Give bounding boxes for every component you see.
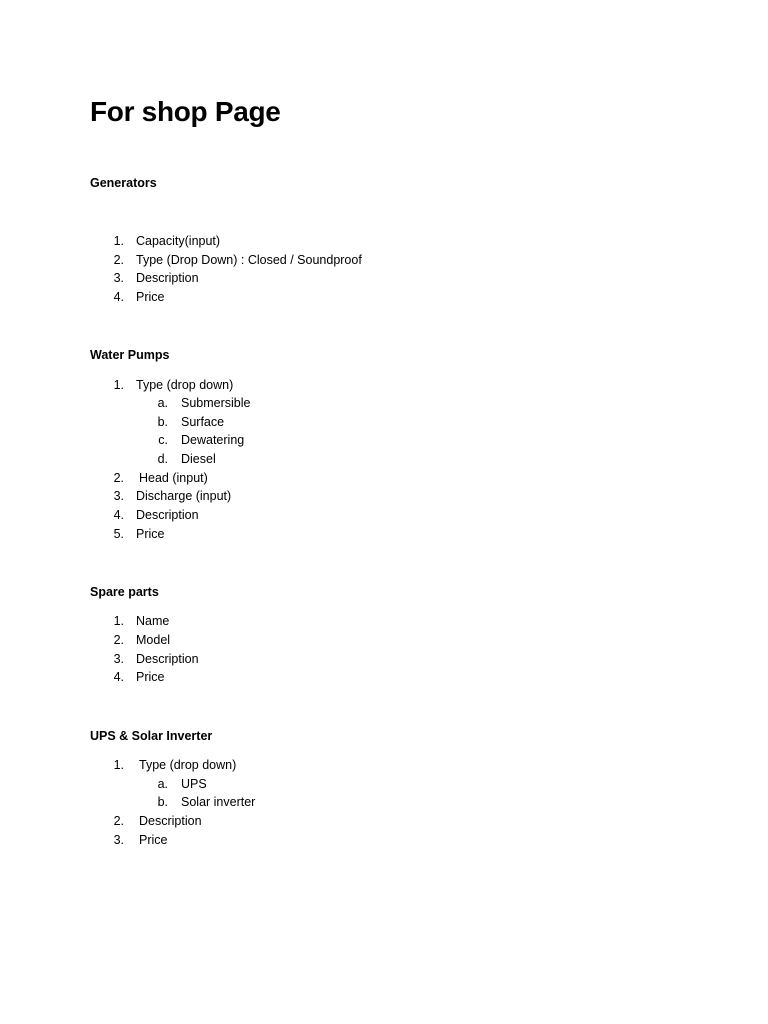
sub-list-item-text: UPS — [181, 777, 207, 791]
list-marker: 3. — [113, 271, 124, 285]
list-marker: 2. — [113, 633, 124, 647]
list-marker: 1. — [113, 614, 124, 628]
sub-list-item-text: Submersible — [181, 396, 251, 410]
list-item-text: Type (Drop Down) : Closed / Soundproof — [136, 253, 362, 267]
list-item-text: Name — [136, 614, 170, 628]
sub-list-marker: d. — [157, 452, 168, 466]
sub-list-marker: a. — [157, 396, 168, 410]
section-heading-ups-solar-inverter: UPS & Solar Inverter — [90, 729, 213, 743]
list-marker: 3. — [113, 833, 124, 847]
list-marker: 1. — [113, 378, 124, 392]
sub-list-marker: c. — [158, 433, 168, 447]
list-marker: 3. — [113, 652, 124, 666]
list-item-text: Price — [136, 290, 165, 304]
list-marker: 2. — [113, 253, 124, 267]
sub-list-item-text: Diesel — [181, 452, 216, 466]
list-marker: 5. — [113, 527, 124, 541]
list-item-text: Price — [136, 527, 165, 541]
list-item-text: Discharge (input) — [136, 489, 232, 503]
sub-list-item-text: Solar inverter — [181, 795, 256, 809]
list-marker: 4. — [113, 508, 124, 522]
list-item-text: Capacity(input) — [136, 234, 221, 248]
list-marker: 1. — [113, 758, 124, 772]
sub-list-marker: a. — [157, 777, 168, 791]
list-item-text: Type (drop down) — [139, 758, 237, 772]
list-item-text: Description — [139, 814, 202, 828]
list-item-text: Description — [136, 508, 199, 522]
page-title: For shop Page — [90, 96, 281, 127]
sub-list-marker: b. — [157, 795, 168, 809]
list-item-text: Price — [136, 670, 165, 684]
section-heading-spare-parts: Spare parts — [90, 585, 159, 599]
sub-list-item-text: Surface — [181, 415, 225, 429]
section-heading-generators: Generators — [90, 176, 157, 190]
list-item-text: Description — [136, 652, 199, 666]
list-marker: 2. — [113, 814, 124, 828]
list-marker: 1. — [113, 234, 124, 248]
sub-list-item-text: Dewatering — [181, 433, 245, 447]
list-item-text: Price — [139, 833, 168, 847]
section-heading-water-pumps: Water Pumps — [90, 348, 170, 362]
list-marker: 4. — [113, 670, 124, 684]
sub-list-marker: b. — [157, 415, 168, 429]
list-marker: 2. — [113, 471, 124, 485]
list-item-text: Model — [136, 633, 171, 647]
list-marker: 4. — [113, 290, 124, 304]
list-marker: 3. — [113, 489, 124, 503]
list-item-text: Head (input) — [139, 471, 208, 485]
list-item-text: Type (drop down) — [136, 378, 234, 392]
list-item-text: Description — [136, 271, 199, 285]
